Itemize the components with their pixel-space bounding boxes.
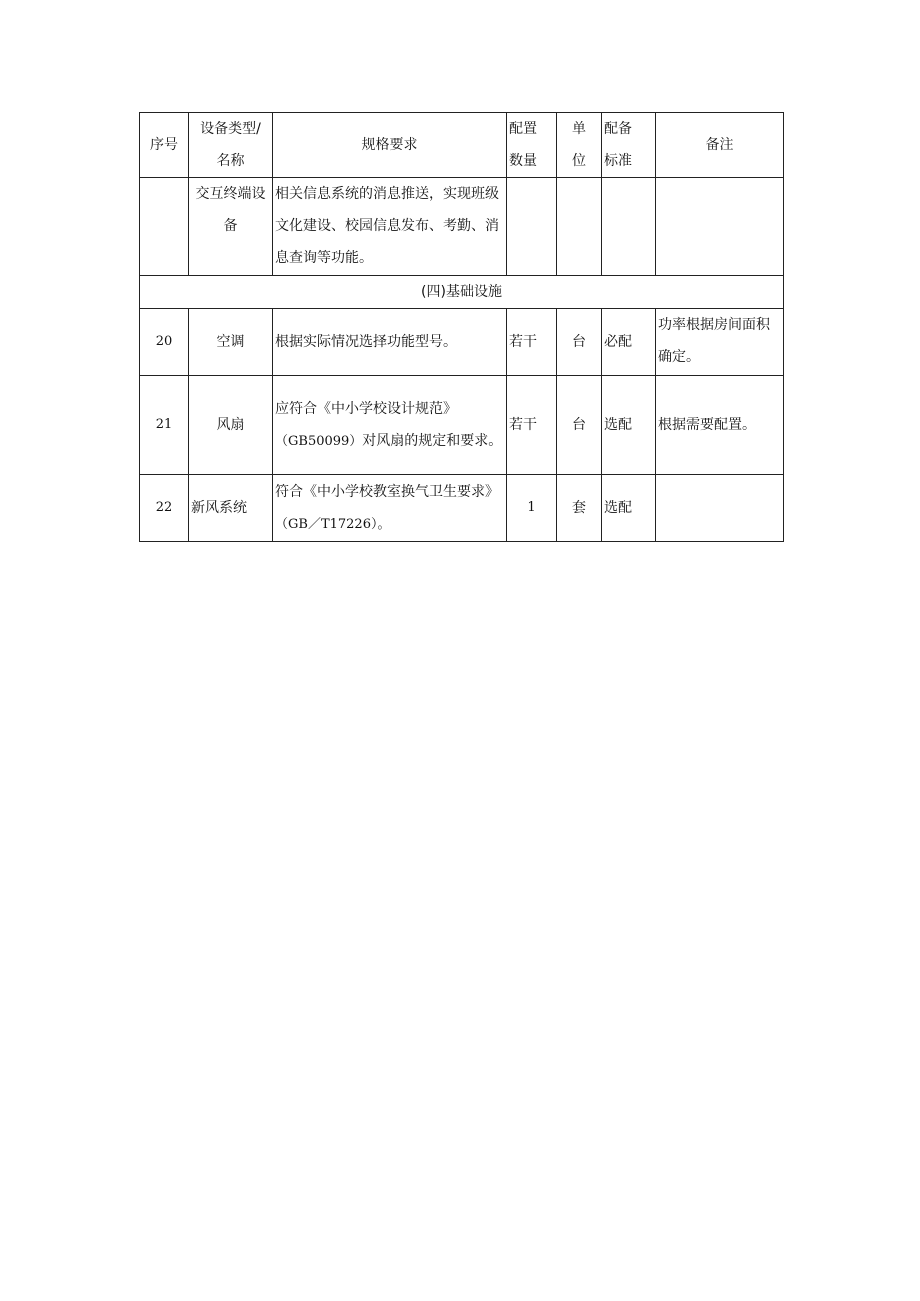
cell-spec bbox=[273, 475, 507, 542]
cell-spec: 相关信息系统的消息推送，实现班级文化建设、校园信息发布、考勤、消息查询等功能。 bbox=[273, 178, 507, 276]
standard-code: （GB50099） bbox=[275, 433, 363, 449]
section-row bbox=[140, 276, 784, 309]
cell-std: 选配 bbox=[602, 475, 656, 542]
spec-text: 应符合《中小学校设计规范》 bbox=[275, 400, 457, 417]
cell-qty: 若干 bbox=[507, 309, 557, 376]
header-unit-line1: 单 bbox=[572, 121, 586, 137]
cell-seq: 22 bbox=[140, 475, 189, 542]
header-std bbox=[602, 113, 656, 178]
table-row bbox=[140, 309, 784, 376]
cell-name: 新风系统 bbox=[189, 475, 273, 542]
cell-spec: 根据实际情况选择功能型号。 bbox=[273, 309, 507, 376]
cell-qty: 1 bbox=[507, 475, 557, 542]
cell-qty: 若干 bbox=[507, 376, 557, 475]
header-seq: 序号 bbox=[140, 113, 189, 178]
cell-seq: 20 bbox=[140, 309, 189, 376]
header-std-line1: 配备 bbox=[604, 121, 632, 137]
header-unit bbox=[557, 113, 602, 178]
cell-std: 必配 bbox=[602, 309, 656, 376]
spec-text: 对风扇的规定和要求。 bbox=[362, 432, 503, 449]
equipment-spec-table bbox=[139, 112, 784, 542]
header-unit-line2: 位 bbox=[572, 153, 586, 169]
table-header-row bbox=[140, 113, 784, 178]
cell-note: 功率根据房间面积确定。 bbox=[656, 309, 784, 376]
header-spec: 规格要求 bbox=[273, 113, 507, 178]
cell-seq: 21 bbox=[140, 376, 189, 475]
header-type-line1: 设备类型/ bbox=[200, 121, 261, 137]
header-qty bbox=[507, 113, 557, 178]
header-std-line2: 标准 bbox=[604, 153, 632, 169]
table-row-continued bbox=[140, 178, 784, 276]
cell-note: 根据需要配置。 bbox=[656, 376, 784, 475]
cell-unit bbox=[557, 178, 602, 276]
header-note: 备注 bbox=[656, 113, 784, 178]
table-row bbox=[140, 376, 784, 475]
spec-text: 符合《中小学校教室换气卫生要求》 bbox=[275, 483, 499, 500]
cell-unit: 台 bbox=[557, 376, 602, 475]
cell-note bbox=[656, 475, 784, 542]
cell-name: 风扇 bbox=[189, 376, 273, 475]
table-row bbox=[140, 475, 784, 542]
cell-std: 选配 bbox=[602, 376, 656, 475]
cell-name: 交互终端设备 bbox=[189, 178, 273, 276]
cell-spec bbox=[273, 376, 507, 475]
cell-unit: 套 bbox=[557, 475, 602, 542]
cell-name: 空调 bbox=[189, 309, 273, 376]
cell-qty bbox=[507, 178, 557, 276]
cell-note bbox=[656, 178, 784, 276]
section-title: (四)基础设施 bbox=[140, 276, 784, 309]
cell-unit: 台 bbox=[557, 309, 602, 376]
header-type bbox=[189, 113, 273, 178]
header-qty-line2: 数量 bbox=[509, 153, 537, 169]
standard-code: （GB／T17226）。 bbox=[275, 516, 391, 532]
cell-std bbox=[602, 178, 656, 276]
header-qty-line1: 配置 bbox=[509, 121, 537, 137]
header-type-line2: 名称 bbox=[216, 153, 245, 169]
cell-seq bbox=[140, 178, 189, 276]
